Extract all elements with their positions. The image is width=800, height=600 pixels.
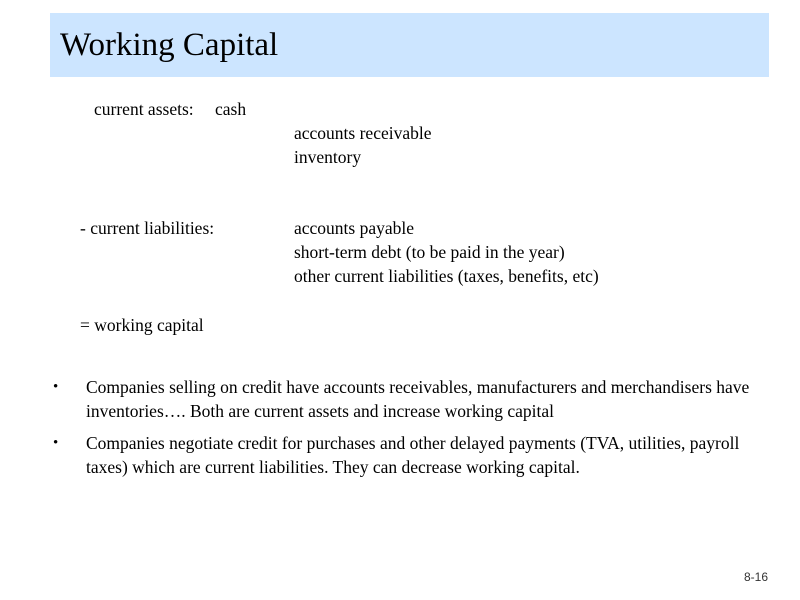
bullet-text: Companies negotiate credit for purchases and other delayed payments (TVA, utilities, payroll taxes) which are current liabilities. They can decrease working capital. (86, 433, 740, 477)
bullet-item (50, 431, 750, 479)
bullet-item (50, 375, 750, 423)
slide-number: 8-16 (744, 570, 769, 584)
working-capital-result: = working capital (80, 315, 204, 335)
asset-item-cash: cash (215, 99, 247, 119)
bullet-list (50, 375, 750, 487)
liability-item-short-term-debt: short-term debt (to be paid in the year) (294, 242, 565, 262)
liability-item-payable: accounts payable (294, 218, 415, 238)
liabilities-label: - current liabilities: (80, 218, 215, 238)
liability-item-other: other current liabilities (taxes, benefits, etc) (294, 266, 599, 286)
bullet-icon: • (53, 435, 59, 451)
asset-item-receivable: accounts receivable (294, 123, 432, 143)
assets-label: current assets: (94, 99, 194, 119)
title-bar (50, 13, 769, 77)
bullet-icon: • (53, 379, 59, 395)
asset-item-inventory: inventory (294, 147, 362, 167)
bullet-text: Companies selling on credit have accounts receivables, manufacturers and merchandisers have inventories…. Both are current assets and increase working capital (86, 377, 750, 421)
slide-title: Working Capital (60, 27, 279, 63)
